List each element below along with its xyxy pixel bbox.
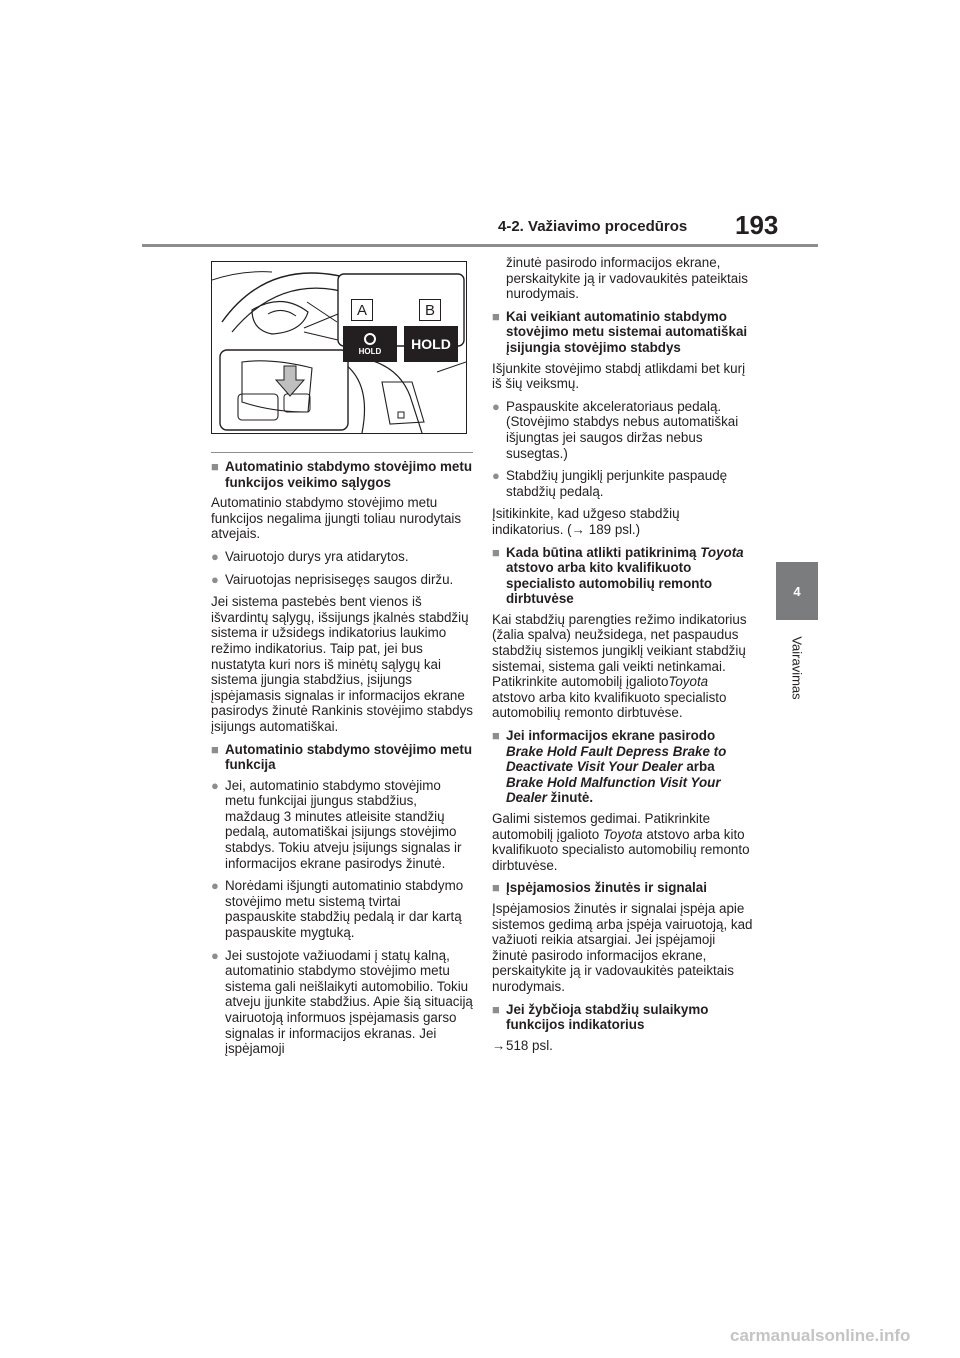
hold-b-text: HOLD: [411, 336, 451, 352]
paragraph: Išjunkite stovėjimo stabdį atlikdami bet kurį iš šių veiksmų.: [492, 360, 746, 392]
paragraph: Kai stabdžių parengties režimo indikatorius (žalia spalva) neužsidega, net paspaudus stabdžių sistemos jungiklį veikiant stabdžių sistemai, sistema gali veikti netinkamai. Patikrinkite automobilį įgaliotoToyota atstovo arba kito kvalifikuoto specialisto automobilių remonto dirbtuvėse.: [492, 611, 747, 721]
right-column: [492, 255, 754, 1053]
hold-a-text: HOLD: [358, 346, 382, 356]
page-reference: → 518 psl.: [492, 1037, 553, 1053]
list-item: ● Vairuotojas neprisisegęs saugos diržu.: [211, 571, 454, 587]
circle-bullet-icon: ●: [492, 398, 500, 414]
square-bullet-icon: ■: [492, 544, 500, 560]
heading-operating-conditions: ■ Automatinio stabdymo stovėjimo metu funkcijos veikimo sąlygos: [211, 459, 473, 490]
paragraph: Galimi sistemos gedimai. Patikrinkite automobilį įgalioto Toyota atstovo arba kito kvalifikuoto specialisto automobilių remonto dirbtuvėse.: [492, 811, 750, 873]
circle-bullet-icon: ●: [211, 777, 219, 793]
label-b-box: [419, 299, 441, 321]
list-item: ● Vairuotojo durys yra atidarytos.: [211, 548, 409, 564]
paragraph: Jei sistema pastebės bent vienos iš išvardintų sąlygų, išsijungs įkalnės stabdžių sistema ir užsidegs indikatorius laukimo režimo indikatorius. Taip pat, jei bus nustatyta kuri nors iš minėtų sąlygų kai sistema įjungia stabdžius, įsijungs įspėjamasis signalas ir informacijos ekrane pasirodys žinutė Rankinis stovėjimo stabdys įsijungs automatiškai.: [211, 594, 473, 734]
brake-circle-icon: [364, 333, 376, 345]
hold-indicator-b: [404, 326, 458, 362]
heading-auto-parking-brake: ■ Kai veikiant automatinio stabdymo stovėjimo metu sistemai automatiškai įsijungia stovėjimo stabdys: [492, 308, 748, 355]
circle-bullet-icon: ●: [211, 548, 219, 564]
left-column: [211, 452, 473, 1064]
section-title: 4-2. Važiavimo procedūros: [498, 218, 688, 235]
paragraph-indicator-check: Įsitikinkite, kad užgeso stabdžių indikatorius. (→ 189 psl.): [492, 506, 680, 537]
paragraph: Įspėjamosios žinutės ir signalai įspėja apie sistemos gedimą arba įspėja vairuotoją, kad važiuoti reikia atsargiai. Jei įspėjamoji žinutė pasirodo informacijos ekrane, perskaitykite ją ir vadovaukitės pateiktais nurodymais.: [492, 900, 753, 994]
circle-bullet-icon: ●: [211, 878, 219, 894]
circle-bullet-icon: ●: [211, 947, 219, 963]
square-bullet-icon: ■: [492, 728, 500, 744]
chapter-label: Vairavimas: [789, 636, 805, 700]
list-item: ● Norėdami išjungti automatinio stabdymo stovėjimo metu sistemą tvirtai paspauskite stabdžių pedalą ir dar kartą paspauskite mygtuką.: [211, 878, 464, 941]
square-bullet-icon: ■: [492, 880, 500, 896]
list-item: ● Jei sustojote važiuodami į statų kalną, automatinio stabdymo stovėjimo metu sistema gali neišlaikyti automobilio. Tokiu atveju įjunkite stabdžius. Apie šią situaciją vairuotoją informuos įspėjamasis garso signalas ir informacijos ekranas. Jei įspėjamoji: [211, 947, 473, 1057]
label-a-box: [351, 299, 373, 321]
hold-indicator-a: [343, 326, 397, 362]
watermark: carmanualsonline.info: [730, 1326, 911, 1345]
list-item-continued: žinutė pasirodo informacijos ekrane, perskaitykite ją ir vadovaukitės pateiktais nurodymais.: [506, 255, 748, 302]
page-number: 193: [735, 210, 779, 240]
paragraph: Automatinio stabdymo stovėjimo metu funkcijos negalima įjungti toliau nurodytais atvejais.: [211, 495, 462, 542]
list-item: ● Stabdžių jungiklį perjunkite paspaudę stabdžių pedalą.: [492, 468, 728, 499]
heading-warnings: ■ Įspėjamosios žinutės ir signalai: [492, 880, 707, 896]
square-bullet-icon: ■: [492, 1001, 500, 1017]
circle-bullet-icon: ●: [211, 571, 219, 587]
square-bullet-icon: ■: [492, 308, 500, 324]
list-item: ● Paspauskite akceleratoriaus pedalą. (Stovėjimo stabdys nebus automatiškai išjungtas jei saugos diržas nebus susegtas.): [492, 398, 739, 461]
label-b: B: [424, 301, 435, 319]
square-bullet-icon: ■: [211, 459, 219, 474]
header-divider: [142, 244, 818, 247]
heading-fault-message: ■ Jei informacijos ekrane pasirodo Brake Hold Fault Depress Brake to Deactivate Visit Your Dealer arba Brake Hold Malfunction Visit Your Dealer žinutė.: [492, 728, 727, 806]
list-item: ● Jei, automatinio stabdymo stovėjimo metu funkcijai įjungus stabdžius, maždaug 3 minutes atleisite standžių pedalą, automatiškai įsijungs stovėjimo stabdys. Tokiu atveju įsijungs signalas ir informacijos ekrane pasirodys žinutė.: [211, 777, 462, 871]
label-a: A: [356, 301, 367, 319]
arrow-right-icon: →: [571, 521, 586, 537]
square-bullet-icon: ■: [211, 741, 219, 757]
brake-hold-illustration: [211, 261, 467, 434]
arrow-right-icon: →: [492, 1037, 506, 1053]
heading-inspection: ■ Kada būtina atlikti patikrinimą Toyota atstovo arba kito kvalifikuoto specialisto automobilių remonto dirbtuvėse: [492, 544, 744, 607]
heading-function: ■ Automatinio stabdymo stovėjimo metu funkcija: [211, 741, 473, 773]
chapter-tab: 4: [776, 562, 818, 620]
heading-divider: [211, 452, 473, 453]
circle-bullet-icon: ●: [492, 468, 500, 484]
heading-indicator-flashing: ■ Jei žybčioja stabdžių sulaikymo funkcijos indikatorius: [492, 1001, 709, 1033]
